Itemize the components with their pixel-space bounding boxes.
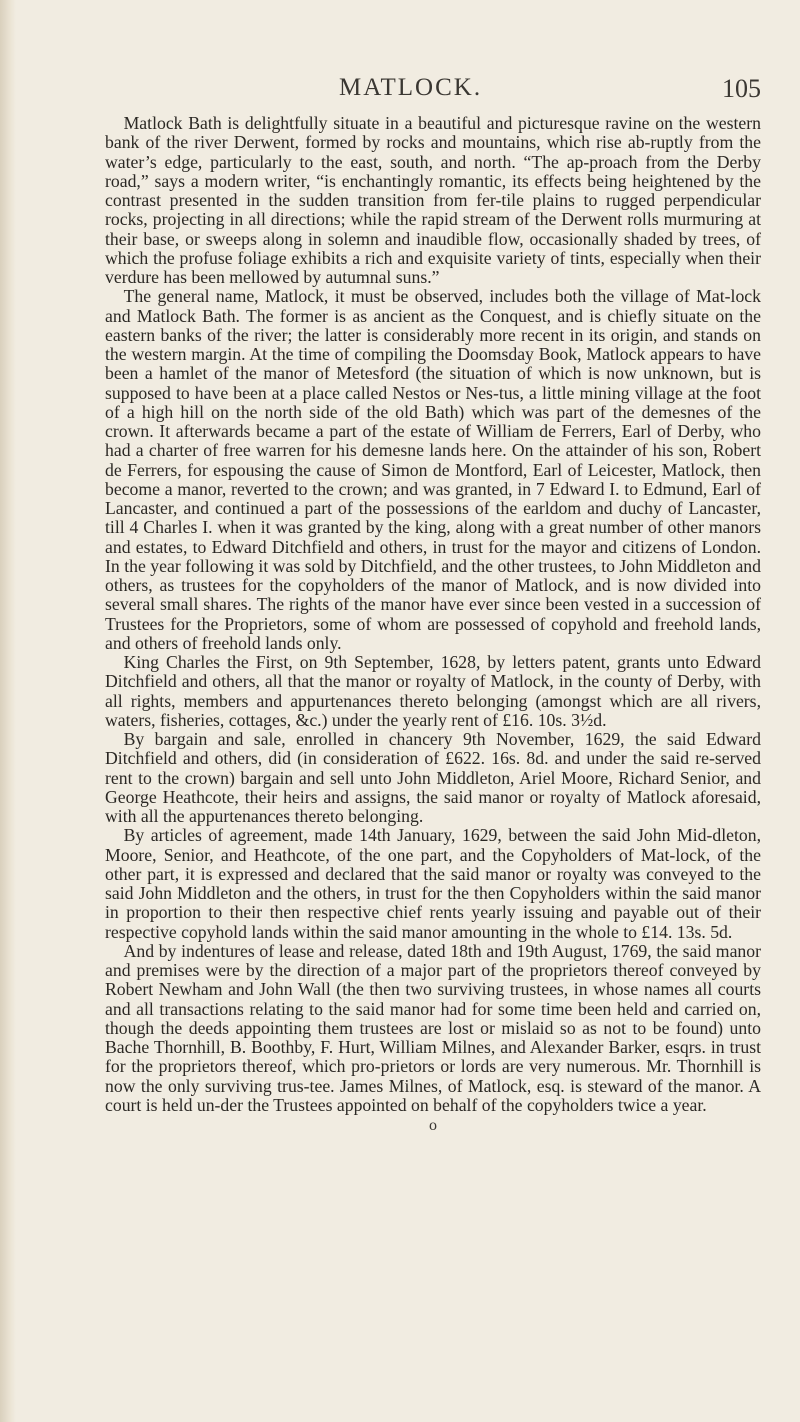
paragraph-charles-first-grant: King Charles the First, on 9th September, 1628, by letters patent, grants unto Edward Ditchfield and others, all that the manor or royalty of Matlock, in the county of Derby, with all rights, members and appurtenances thereto belonging (amongst which are all rivers, waters, fisheries, cottages, &c.) under the yearly rent of £16. 10s. 3½d. bbox=[105, 652, 761, 730]
paragraph-indentures: And by indentures of lease and release, dated 18th and 19th August, 1769, the said manor and premises were by the direction of a major part of the proprietors thereof conveyed by Robert Newham and John Wall (the then two surviving trustees, in whose names all courts and all transactions relating to the said manor had for some time been held and carried on, though the deeds appointing them trustees are lost or mislaid so as not to be found) unto Bache Thornhill, B. Boothby, F. Hurt, William Milnes, and Alexander Barker, esqrs. in trust for the proprietors thereof, which pro-prietors or lords are very numerous. Mr. Thornhill is now the only surviving trus-tee. James Milnes, of Matlock, esq. is steward of the manor. A court is held un-der the Trustees appointed on behalf of the copyholders twice a year. bbox=[105, 940, 761, 1115]
page-number: 105 bbox=[722, 74, 761, 103]
paragraph-general-name: The general name, Matlock, it must be observed, includes both the village of Mat-lock and Matlock Bath. The former is as ancient as the Conquest, and is chiefly situate on the eastern banks of the river; the latter is considerably more recent in its origin, and stands on the western margin. At the time of compiling the Doomsday Book, Matlock appears to have been a hamlet of the manor of Metesford (the situation of which is now unknown, but is supposed to have been at a place called Nestos or Nes-tus, a little mining village at the foot of a high hill on the north side of the old Bath) which was part of the demesnes of the crown. It afterwards became a part of the estate of William de Ferrers, Earl of Derby, who had a charter of free warren for his demesne lands here. On the attainder of his son, Robert de Ferrers, for espousing the cause of Simon de Montford, Earl of Leicester, Matlock, then become a manor, reverted to the crown; and was granted, in 7 Edward I. to Edmund, Earl of Lancaster, and continued a part of the possessions of the earldom and duchy of Lancaster, till 4 Charles I. when it was granted by the king, along with a great number of other manors and estates, to Edward Ditchfield and others, in trust for the mayor and citizens of London. In the year following it was sold by Ditchfield, and the other trustees, to John Middleton and others, as trustees for the copyholders of the manor of Matlock, and is now divided into several small shares. The rights of the manor have ever since been vested in a succession of Trustees for the Proprietors, some of whom are possessed of copyhold and freehold lands, and others of freehold lands only. bbox=[105, 286, 761, 653]
running-title: MATLOCK. bbox=[339, 74, 483, 101]
running-head bbox=[105, 74, 761, 110]
paragraph-bargain-and-sale: By bargain and sale, enrolled in chancery 9th November, 1629, the said Edward Ditchfield and others, did (in consideration of £622. 16s. 8d. and under the said re-served rent to the crown) bargain and sell unto John Middleton, Ariel Moore, Richard Senior, and George Heathcote, their heirs and assigns, the said manor or royalty of Matlock aforesaid, with all the appurtenances thereto belonging. bbox=[105, 729, 761, 826]
signature-mark: o bbox=[429, 1117, 437, 1134]
body-text bbox=[105, 114, 761, 1115]
binding-gutter bbox=[0, 0, 16, 1422]
paragraph-matlock-bath: Matlock Bath is delightfully situate in a beautiful and picturesque ravine on the western bank of the river Derwent, formed by rocks and mountains, which rise ab-ruptly from the water’s edge, particularly to the east, south, and north. “The ap-proach from the Derby road,” says a modern writer, “is enchantingly romantic, its effects being heightened by the contrast presented in the sudden transition from fer-tile plains to rugged perpendicular rocks, projecting in all directions; while the rapid stream of the Derwent rolls murmuring at their base, or sweeps along in solemn and inaudible flow, occasionally shaded by trees, of which the profuse foliage exhibits a rich and exquisite variety of tints, especially when their verdure has been mellowed by autumnal suns.” bbox=[105, 113, 761, 287]
book-page bbox=[105, 74, 761, 1135]
paragraph-articles-of-agreement: By articles of agreement, made 14th January, 1629, between the said John Mid-dleton, Moore, Senior, and Heathcote, of the one part, and the Copyholders of Mat-lock, of the other part, it is expressed and declared that the said manor or royalty was conveyed to the said John Middleton and the others, in trust for the then Copyholders within the said manor in proportion to their then respective chief rents yearly issuing and payable out of their respective copyhold lands within the said manor amounting in the whole to £14. 13s. 5d. bbox=[105, 825, 761, 942]
